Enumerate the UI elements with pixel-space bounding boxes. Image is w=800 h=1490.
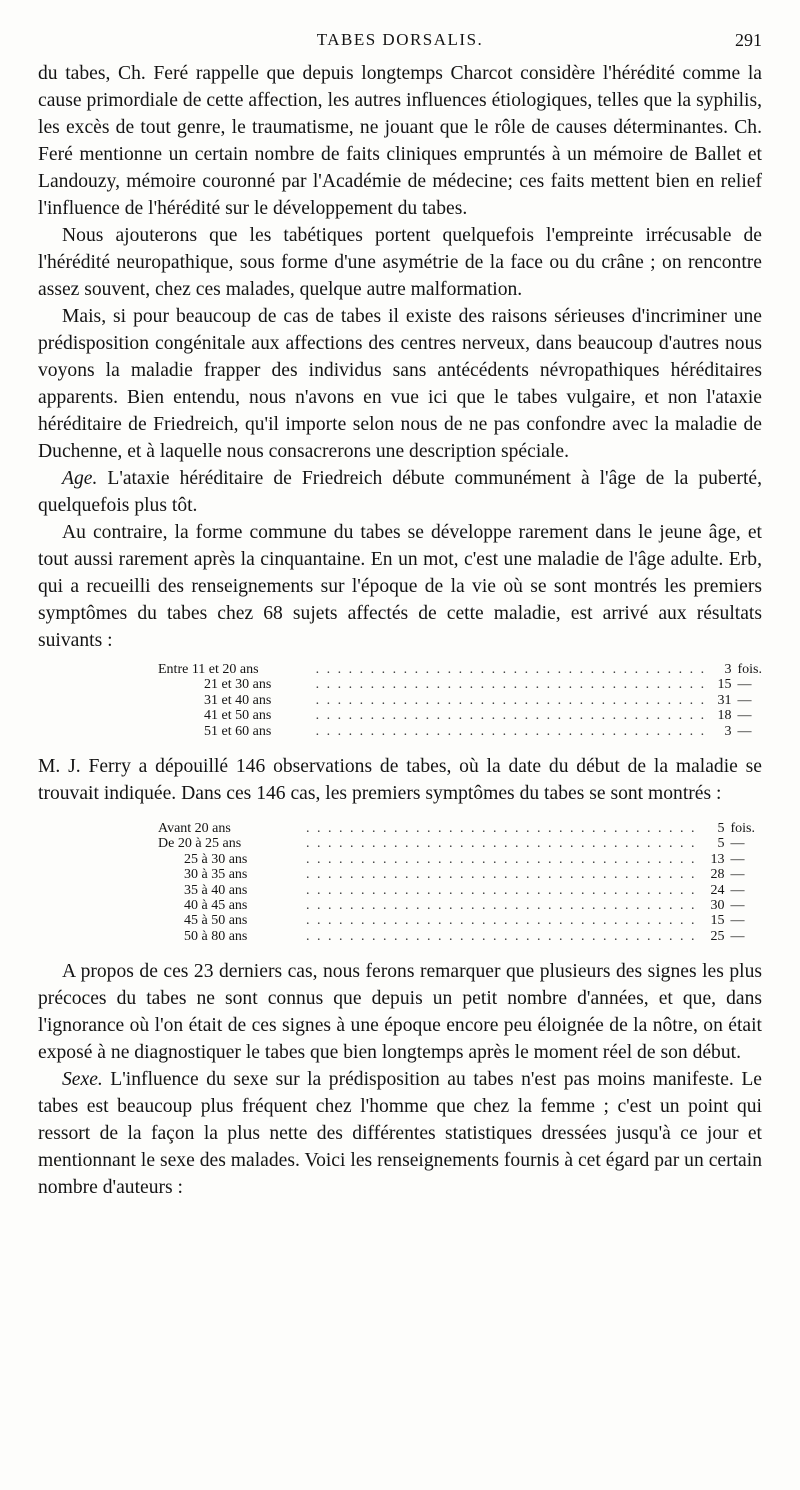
table-row — [158, 898, 755, 913]
leader-dots: . . . . . . . . . . . . . . . . . . . . . . . . . . . . . . . . . . . . — [306, 882, 697, 898]
age-range-label: 25 à 30 ans — [184, 851, 248, 867]
count-unit: — — [737, 677, 752, 693]
leader-dots: . . . . . . . . . . . . . . . . . . . . . . . . . . . . . . . . . . . . — [306, 898, 697, 914]
section-label-age: Age. — [62, 468, 98, 489]
leader-dots: . . . . . . . . . . . . . . . . . . . . . . . . . . . . . . . . . . . . — [306, 867, 697, 883]
paragraph-age — [38, 465, 762, 519]
count-value: 5 — [717, 821, 725, 837]
paragraph-ferry: M. J. Ferry a dépouillé 146 observations de tabes, où la date du début de la maladie se trouvait indiquée. Dans ces 146 cas, les premiers symptômes du tabes se sont montrés : — [38, 756, 762, 805]
count-unit: — — [730, 898, 745, 914]
count-unit: — — [730, 836, 745, 852]
count-value: 24 — [710, 882, 725, 898]
count-value: 3 — [724, 662, 732, 677]
count-value: 5 — [717, 836, 725, 852]
count-value: 28 — [710, 867, 725, 883]
table-row — [158, 883, 755, 898]
age-range-label: 31 et 40 ans — [204, 692, 272, 708]
count-value: 3 — [724, 723, 732, 739]
age-range-label: 35 à 40 ans — [184, 882, 248, 898]
count-unit: — — [730, 913, 745, 929]
leader-dots: . . . . . . . . . . . . . . . . . . . . . . . . . . . . . . . . . . . . — [315, 662, 707, 677]
age-range-label: 50 à 80 ans — [184, 928, 248, 944]
paragraph-age-text: L'ataxie héréditaire de Friedreich débute communément à l'âge de la puberté, quelquefois plus tôt. — [38, 468, 762, 516]
leader-dots: . . . . . . . . . . . . . . . . . . . . . . . . . . . . . . . . . . . . — [315, 677, 707, 693]
leader-dots: . . . . . . . . . . . . . . . . . . . . . . . . . . . . . . . . . . . . — [306, 821, 697, 837]
count-unit: — — [730, 928, 745, 944]
count-value: 25 — [710, 928, 725, 944]
paragraph-asymetrie: Nous ajouterons que les tabétiques portent quelquefois l'empreinte irrécusable de l'hérédité neuropathique, sous forme d'une asymétrie de la face ou du crâne ; on rencontre assez souvent, chez ces malades, quelque autre malformation. — [38, 225, 762, 300]
age-range-label: Avant 20 ans — [158, 821, 231, 837]
leader-dots: . . . . . . . . . . . . . . . . . . . . . . . . . . . . . . . . . . . . — [306, 851, 697, 867]
count-value: 15 — [717, 677, 732, 693]
count-unit: — — [737, 723, 752, 739]
age-range-label: 21 et 30 ans — [204, 677, 272, 693]
age-range-label: 41 et 50 ans — [204, 708, 272, 724]
count-unit: — — [730, 851, 745, 867]
table-row — [158, 852, 755, 867]
paragraph-erb: Au contraire, la forme commune du tabes se développe rarement dans le jeune âge, et tout aussi rarement après la cinquantaine. En un mot, c'est une maladie de l'âge adulte. Erb, qui a recueilli des renseignements sur l'époque de la vie où se sont montrés les premiers symptômes du tabes chez 68 sujets affectés de cette maladie, est arrivé aux résultats suivants : — [38, 522, 762, 651]
table-row — [158, 821, 755, 836]
age-range-label: 51 et 60 ans — [204, 723, 272, 739]
count-value: 15 — [710, 913, 725, 929]
count-value: 31 — [717, 692, 732, 708]
age-range-label: De 20 à 25 ans — [158, 836, 242, 852]
running-title: TABES DORSALIS. — [316, 30, 484, 49]
count-unit: — — [730, 882, 745, 898]
count-value: 30 — [710, 898, 725, 914]
table-row — [158, 677, 762, 692]
leader-dots: . . . . . . . . . . . . . . . . . . . . . . . . . . . . . . . . . . . . — [315, 723, 707, 739]
table-row — [158, 662, 762, 677]
leader-dots: . . . . . . . . . . . . . . . . . . . . . . . . . . . . . . . . . . . . — [306, 913, 697, 929]
table-row — [158, 693, 762, 708]
leader-dots: . . . . . . . . . . . . . . . . . . . . . . . . . . . . . . . . . . . . — [315, 692, 707, 708]
count-unit: fois. — [737, 662, 762, 677]
table-row — [158, 929, 755, 944]
paragraph-signes-precoces: A propos de ces 23 derniers cas, nous ferons remarquer que plusieurs des signes les plus précoces du tabes ne sont connus que depuis un petit nombre d'années, et que, dans l'ignorance où l'on était de ces signes à une époque encore peu éloignée de la nôtre, on était exposé à ne diagnostiquer le tabes que bien longtemps après le moment réel de son début. — [38, 961, 762, 1064]
age-range-label: 40 à 45 ans — [184, 898, 248, 914]
count-value: 13 — [710, 851, 725, 867]
table-row — [158, 867, 755, 882]
age-range-label: 45 à 50 ans — [184, 913, 248, 929]
leader-dots: . . . . . . . . . . . . . . . . . . . . . . . . . . . . . . . . . . . . — [306, 928, 697, 944]
table-row — [158, 708, 762, 723]
count-unit: — — [737, 708, 752, 724]
table-row — [158, 836, 755, 851]
leader-dots: . . . . . . . . . . . . . . . . . . . . . . . . . . . . . . . . . . . . — [306, 836, 697, 852]
age-range-label: Entre 11 et 20 ans — [158, 662, 259, 677]
table-row — [158, 913, 755, 928]
erb-age-table — [158, 662, 762, 739]
count-value: 18 — [717, 708, 732, 724]
paragraph-sexe-text: L'influence du sexe sur la prédisposition au tabes n'est pas moins manifeste. Le tabes est beaucoup plus fréquent chez l'homme que chez la femme ; c'est un point qui ressort de la façon la plus nette des différentes statistiques dressées jusqu'à ce jour et mentionnant le sexe des malades. Voici les renseignements fournis à cet égard par un certain nombre d'auteurs : — [38, 1069, 762, 1199]
count-unit: fois. — [730, 821, 755, 837]
age-range-label: 30 à 35 ans — [184, 867, 248, 883]
paragraph-sexe — [38, 1066, 762, 1201]
leader-dots: . . . . . . . . . . . . . . . . . . . . . . . . . . . . . . . . . . . . — [315, 708, 707, 724]
book-page — [38, 30, 762, 1201]
table-row — [158, 724, 762, 739]
section-label-sexe: Sexe. — [62, 1069, 103, 1091]
paragraph-predisposition: Mais, si pour beaucoup de cas de tabes il existe des raisons sérieuses d'incriminer une prédisposition congénitale aux affections des centres nerveux, dans beaucoup d'autres nous voyons la maladie frapper des individus sans antécédents névropathiques héréditaires apparents. Bien entendu, nous n'avons en vue ici que le tabes vulgaire, et non l'ataxie héréditaire de Friedreich, qu'il importe selon nous de ne pas confondre avec la maladie de Duchenne, et à laquelle nous consacrerons une description spéciale. — [38, 306, 762, 462]
page-header — [38, 30, 762, 60]
paragraph-heredite-charcot: du tabes, Ch. Feré rappelle que depuis longtemps Charcot considère l'hérédité comme la cause primordiale de cette affection, les autres influences étiologiques, telles que la syphilis, les excès de tout genre, le traumatisme, ne jouant que le rôle de causes déterminantes. Ch. Feré mentionne un certain nombre de faits cliniques empruntés à un mémoire de Ballet et Landouzy, mémoire couronné par l'Académie de médecine; ces faits mettent bien en relief l'influence de l'hérédité sur le développement du tabes. — [38, 63, 762, 219]
count-unit: — — [730, 867, 745, 883]
page-number: 291 — [735, 30, 762, 50]
count-unit: — — [737, 692, 752, 708]
ferry-age-table — [158, 821, 755, 944]
